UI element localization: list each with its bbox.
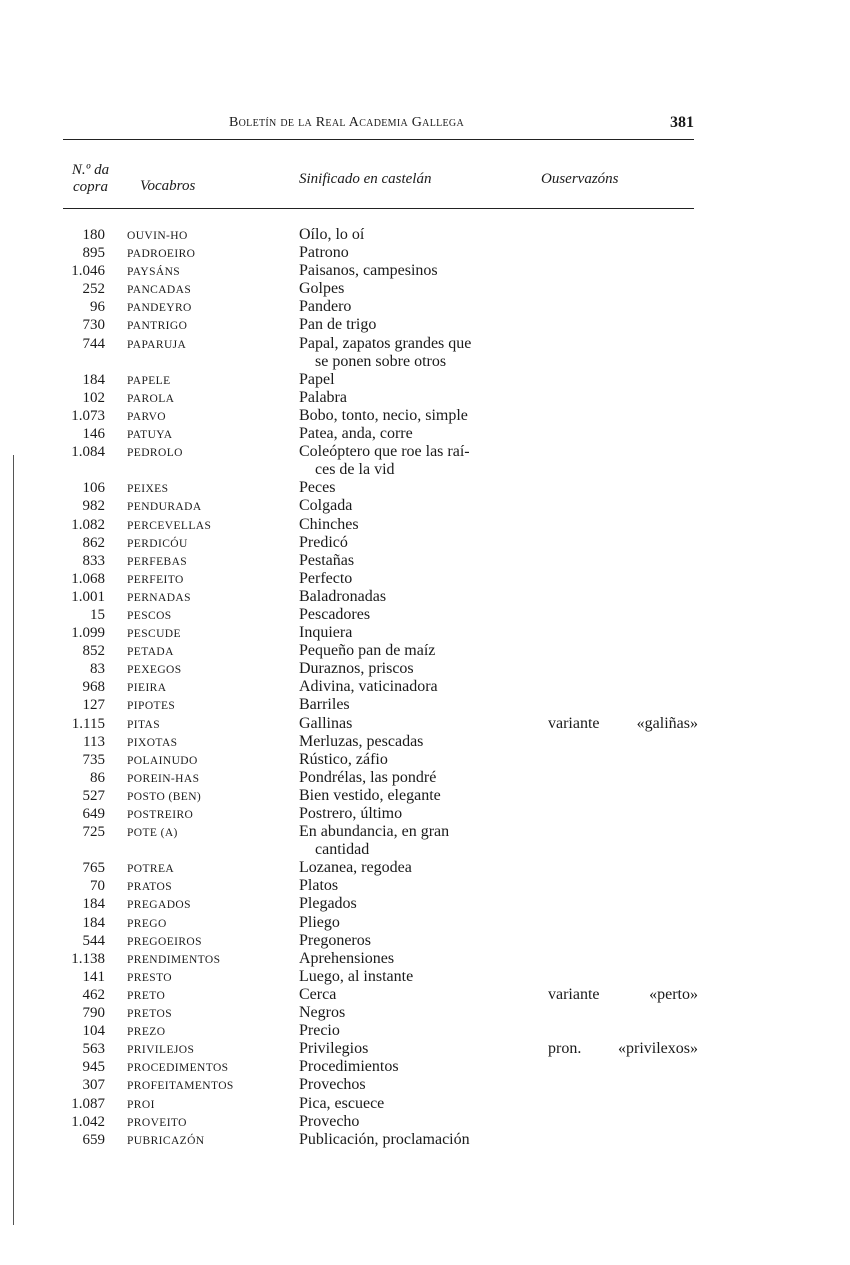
entry-number: 1.087 bbox=[71, 1095, 105, 1112]
scan-margin-line bbox=[13, 455, 14, 1225]
entry-word: PANCADAS bbox=[127, 284, 192, 297]
entry-word: POREIN-HAS bbox=[127, 772, 200, 785]
entry-meaning bbox=[299, 262, 531, 280]
entry-meaning bbox=[299, 1095, 531, 1113]
entry-number: 462 bbox=[82, 986, 105, 1003]
entry-meaning-line: Barriles bbox=[299, 696, 350, 714]
entry-meaning bbox=[299, 298, 531, 316]
entry-word: PREZO bbox=[127, 1026, 166, 1039]
entry-meaning-line: Bien vestido, elegante bbox=[299, 786, 441, 804]
entry-number: 852 bbox=[82, 643, 105, 660]
entry-meaning bbox=[299, 552, 531, 570]
table-row bbox=[0, 1131, 850, 1149]
entry-word: POTE (A) bbox=[127, 827, 178, 840]
entry-meaning bbox=[299, 606, 531, 624]
table-row bbox=[0, 1113, 850, 1131]
entry-word: PEDROLO bbox=[127, 447, 183, 460]
entry-meaning-line: Plegados bbox=[299, 895, 357, 913]
entry-meaning bbox=[299, 425, 531, 443]
table-row bbox=[0, 262, 850, 280]
entry-number: 1.115 bbox=[71, 715, 105, 732]
entry-word: PATUYA bbox=[127, 429, 173, 442]
entry-word: PROI bbox=[127, 1098, 155, 1111]
entry-word: PAPARUJA bbox=[127, 338, 187, 351]
table-row bbox=[0, 1058, 850, 1076]
entry-meaning-line: Patea, anda, corre bbox=[299, 425, 413, 443]
entry-meaning-line: Oílo, lo oí bbox=[299, 226, 365, 243]
entry-number: 945 bbox=[82, 1059, 105, 1076]
entry-meaning-line: Aprehensiones bbox=[299, 949, 395, 967]
table-row bbox=[0, 226, 850, 244]
entry-word: PETADA bbox=[127, 646, 174, 659]
table-row bbox=[0, 1040, 850, 1058]
entry-number: 307 bbox=[82, 1077, 105, 1094]
entry-meaning-line: Pregoneros bbox=[299, 931, 371, 949]
entry-meaning bbox=[299, 968, 531, 986]
entry-meaning bbox=[299, 371, 531, 389]
table-row bbox=[0, 335, 850, 371]
table-row bbox=[0, 678, 850, 696]
entry-word: PADROEIRO bbox=[127, 248, 196, 261]
entry-meaning-line: Golpes bbox=[299, 280, 345, 298]
entry-meaning bbox=[299, 443, 531, 479]
entry-meaning-line: Perfecto bbox=[299, 569, 353, 587]
entry-note: variante «perto» bbox=[548, 985, 698, 1003]
column-header-number bbox=[63, 162, 118, 196]
entry-meaning bbox=[299, 1076, 531, 1094]
header-rule bbox=[63, 139, 694, 140]
entry-meaning bbox=[299, 678, 531, 696]
entry-word: PERCEVELLAS bbox=[127, 519, 212, 532]
entry-number: 563 bbox=[82, 1041, 105, 1058]
entry-number: 725 bbox=[82, 824, 105, 841]
entry-word: PITAS bbox=[127, 718, 161, 731]
entry-meaning-line: Adivina, vaticinadora bbox=[299, 678, 438, 696]
entry-number: 862 bbox=[82, 534, 105, 551]
entry-meaning-line: Chinches bbox=[299, 515, 359, 533]
entry-meaning-line: se ponen sobre otros bbox=[315, 352, 447, 370]
entry-word: PROCEDIMENTOS bbox=[127, 1062, 229, 1075]
entry-meaning-line: Luego, al instante bbox=[299, 967, 414, 985]
entry-meaning bbox=[299, 516, 531, 534]
entry-word: PAPELE bbox=[127, 374, 171, 387]
entry-meaning bbox=[299, 624, 531, 642]
entry-meaning bbox=[299, 660, 531, 678]
entry-word: PROVEITO bbox=[127, 1116, 187, 1129]
page-number: 381 bbox=[670, 114, 694, 131]
entry-meaning-line: cantidad bbox=[315, 841, 370, 859]
entry-meaning-line: Pan de trigo bbox=[299, 316, 377, 334]
entry-number: 96 bbox=[90, 299, 105, 316]
entry-meaning bbox=[299, 1058, 531, 1076]
table-row bbox=[0, 715, 850, 733]
entry-meaning-line: Negros bbox=[299, 1004, 346, 1022]
entry-word: POSTREIRO bbox=[127, 809, 194, 821]
entry-number: 1.099 bbox=[71, 625, 105, 642]
entry-meaning-line: Duraznos, priscos bbox=[299, 660, 414, 678]
table-row bbox=[0, 751, 850, 769]
entry-meaning-line: Bobo, tonto, necio, simple bbox=[299, 406, 468, 424]
entry-number: 968 bbox=[82, 679, 105, 696]
table-row bbox=[0, 389, 850, 407]
entry-meaning-line: Privilegios bbox=[299, 1040, 369, 1058]
table-row bbox=[0, 1022, 850, 1040]
entry-word: PERFEBAS bbox=[127, 555, 188, 568]
entry-number: 104 bbox=[82, 1023, 105, 1040]
table-row bbox=[0, 950, 850, 968]
entry-word: OUVIN-HO bbox=[127, 230, 188, 242]
entry-number: 544 bbox=[82, 932, 105, 949]
table-row bbox=[0, 534, 850, 552]
entry-number: 895 bbox=[82, 245, 105, 262]
table-row bbox=[0, 624, 850, 642]
entry-word: PRENDIMENTOS bbox=[127, 953, 221, 966]
entry-number: 833 bbox=[82, 552, 105, 569]
entry-meaning bbox=[299, 1131, 531, 1149]
entry-number: 527 bbox=[82, 787, 105, 804]
entry-note: pron. «privilexos» bbox=[548, 1040, 698, 1058]
table-row bbox=[0, 642, 850, 660]
column-header-notes: Ouservazóns bbox=[541, 171, 619, 187]
entry-number: 1.001 bbox=[71, 588, 105, 605]
entry-number: 790 bbox=[82, 1005, 105, 1022]
entry-note: variante «galiñas» bbox=[548, 714, 698, 732]
column-header-number-line1: N.º da bbox=[71, 162, 110, 178]
table-row bbox=[0, 805, 850, 823]
table-row bbox=[0, 696, 850, 714]
entry-meaning-line: Coleóptero que roe las raí- bbox=[299, 443, 470, 461]
entry-meaning bbox=[299, 715, 531, 733]
entry-meaning bbox=[299, 244, 531, 262]
table-row bbox=[0, 877, 850, 895]
entry-number: 744 bbox=[82, 335, 105, 352]
table-row bbox=[0, 606, 850, 624]
entry-number: 184 bbox=[82, 371, 105, 388]
entry-number: 184 bbox=[82, 896, 105, 913]
entry-meaning-line: Papal, zapatos grandes que bbox=[299, 334, 472, 352]
entry-number: 146 bbox=[82, 426, 105, 443]
entry-meaning bbox=[299, 1004, 531, 1022]
entry-word: PREGADOS bbox=[127, 899, 191, 912]
entry-meaning-line: ces de la vid bbox=[315, 461, 395, 479]
entry-number: 113 bbox=[83, 733, 105, 750]
entry-word: PENDURADA bbox=[127, 501, 202, 514]
entry-word: PRETOS bbox=[127, 1008, 173, 1021]
table-row bbox=[0, 1004, 850, 1022]
entry-meaning bbox=[299, 769, 531, 787]
entry-meaning-line: Rústico, záfio bbox=[299, 750, 388, 768]
table-row bbox=[0, 407, 850, 425]
table-row bbox=[0, 552, 850, 570]
entry-word: PEXEGOS bbox=[127, 664, 182, 677]
entry-meaning bbox=[299, 570, 531, 588]
table-row bbox=[0, 371, 850, 389]
entry-number: 1.084 bbox=[71, 444, 105, 461]
table-row bbox=[0, 968, 850, 986]
entry-word: PAYSÁNS bbox=[127, 266, 181, 279]
entry-word: PAROLA bbox=[127, 392, 175, 405]
entry-word: POSTO (BEN) bbox=[127, 790, 202, 803]
entry-number: 1.138 bbox=[71, 950, 105, 967]
table-row bbox=[0, 769, 850, 787]
entry-number: 83 bbox=[90, 661, 105, 678]
entry-meaning bbox=[299, 280, 531, 298]
entry-meaning bbox=[299, 932, 531, 950]
entry-word: PREGOEIROS bbox=[127, 935, 202, 948]
entry-meaning-line: Precio bbox=[299, 1022, 340, 1040]
entry-number: 730 bbox=[82, 317, 105, 334]
entry-meaning-line: Postrero, último bbox=[299, 805, 403, 822]
entry-meaning bbox=[299, 534, 531, 552]
entry-word: PESCOS bbox=[127, 609, 172, 622]
entry-number: 127 bbox=[82, 697, 105, 714]
entry-meaning-line: Pescadores bbox=[299, 605, 371, 623]
entry-word: PIEIRA bbox=[127, 682, 167, 695]
entry-meaning-line: Pandero bbox=[299, 298, 352, 316]
entry-number: 184 bbox=[82, 914, 105, 931]
entry-meaning-line: Baladronadas bbox=[299, 587, 387, 605]
entry-meaning bbox=[299, 877, 531, 895]
entry-number: 252 bbox=[82, 281, 105, 298]
entry-meaning-line: Gallinas bbox=[299, 714, 353, 732]
entry-meaning bbox=[299, 1113, 531, 1131]
table-row bbox=[0, 497, 850, 515]
entry-number: 1.042 bbox=[71, 1113, 105, 1130]
entry-meaning bbox=[299, 479, 531, 497]
entry-meaning bbox=[299, 859, 531, 877]
entry-meaning bbox=[299, 497, 531, 515]
table-row bbox=[0, 298, 850, 316]
entry-meaning bbox=[299, 335, 531, 371]
table-row bbox=[0, 1076, 850, 1094]
entry-meaning bbox=[299, 226, 531, 244]
entry-word: PROFEITAMENTOS bbox=[127, 1080, 234, 1093]
table-row bbox=[0, 1095, 850, 1113]
entry-meaning-line: En abundancia, en gran bbox=[299, 823, 450, 841]
entry-meaning-line: Procedimientos bbox=[299, 1058, 399, 1076]
entry-meaning bbox=[299, 823, 531, 859]
table-row bbox=[0, 316, 850, 334]
table-row bbox=[0, 733, 850, 751]
entry-meaning-line: Pequeño pan de maíz bbox=[299, 642, 436, 660]
table-row bbox=[0, 859, 850, 877]
entry-meaning-line: Pestañas bbox=[299, 551, 355, 569]
entry-number: 659 bbox=[82, 1131, 105, 1148]
entry-meaning-line: Merluzas, pescadas bbox=[299, 732, 424, 750]
table-row bbox=[0, 895, 850, 913]
entry-meaning-line: Platos bbox=[299, 877, 339, 895]
entry-number: 1.073 bbox=[71, 407, 105, 424]
entry-meaning bbox=[299, 914, 531, 932]
entry-meaning bbox=[299, 696, 531, 714]
entry-meaning bbox=[299, 986, 531, 1004]
entry-meaning-line: Pliego bbox=[299, 913, 340, 931]
column-header-number-line2: copra bbox=[73, 179, 108, 195]
entry-word: PUBRICAZÓN bbox=[127, 1134, 205, 1147]
entry-word: PREGO bbox=[127, 917, 167, 930]
table-row bbox=[0, 588, 850, 606]
entry-meaning-line: Papel bbox=[299, 370, 335, 388]
entry-meaning bbox=[299, 407, 531, 425]
table-row bbox=[0, 787, 850, 805]
entry-number: 1.082 bbox=[71, 516, 105, 533]
glossary-table bbox=[0, 226, 850, 1149]
entry-meaning-line: Pica, escuece bbox=[299, 1094, 385, 1112]
entry-word: PIXOTAS bbox=[127, 736, 178, 749]
entry-meaning bbox=[299, 950, 531, 968]
table-row bbox=[0, 660, 850, 678]
entry-word: PARVO bbox=[127, 410, 167, 423]
entry-meaning bbox=[299, 895, 531, 913]
entry-meaning-line: Peces bbox=[299, 479, 336, 497]
entry-number: 180 bbox=[82, 227, 105, 243]
table-row bbox=[0, 986, 850, 1004]
entry-number: 141 bbox=[82, 968, 105, 985]
entry-number: 735 bbox=[82, 751, 105, 768]
table-row bbox=[0, 244, 850, 262]
entry-meaning bbox=[299, 1022, 531, 1040]
entry-meaning-line: Colgada bbox=[299, 497, 353, 515]
entry-word: PERNADAS bbox=[127, 591, 191, 604]
entry-word: PIPOTES bbox=[127, 700, 176, 713]
entry-word: PESCUDE bbox=[127, 628, 181, 641]
table-row bbox=[0, 443, 850, 479]
entry-meaning bbox=[299, 588, 531, 606]
entry-number: 1.046 bbox=[71, 263, 105, 280]
table-row bbox=[0, 425, 850, 443]
table-row bbox=[0, 570, 850, 588]
entry-number: 102 bbox=[82, 389, 105, 406]
entry-number: 982 bbox=[82, 498, 105, 515]
entry-meaning-line: Cerca bbox=[299, 985, 337, 1003]
entry-meaning-line: Inquiera bbox=[299, 624, 353, 642]
entry-meaning bbox=[299, 787, 531, 805]
entry-meaning bbox=[299, 805, 531, 823]
entry-number: 106 bbox=[82, 480, 105, 497]
entry-meaning bbox=[299, 751, 531, 769]
entry-word: PANTRIGO bbox=[127, 320, 188, 333]
table-row bbox=[0, 823, 850, 859]
entry-meaning-line: Lozanea, regodea bbox=[299, 859, 412, 877]
table-row bbox=[0, 932, 850, 950]
table-row bbox=[0, 280, 850, 298]
entry-meaning bbox=[299, 389, 531, 407]
entry-number: 649 bbox=[82, 806, 105, 822]
entry-meaning-line: Provechos bbox=[299, 1076, 366, 1094]
entry-word: PERDICÓU bbox=[127, 537, 188, 550]
table-row bbox=[0, 516, 850, 534]
entry-meaning-line: Patrono bbox=[299, 244, 349, 262]
running-title: Boletín de la Real Academia Gallega bbox=[229, 115, 464, 130]
entry-meaning bbox=[299, 733, 531, 751]
entry-number: 1.068 bbox=[71, 570, 105, 587]
table-row bbox=[0, 914, 850, 932]
entry-number: 86 bbox=[90, 769, 105, 786]
entry-meaning-line: Provecho bbox=[299, 1112, 360, 1130]
entry-meaning bbox=[299, 642, 531, 660]
entry-meaning-line: Pondrélas, las pondré bbox=[299, 768, 437, 786]
entry-word: PEIXES bbox=[127, 483, 169, 496]
table-row bbox=[0, 479, 850, 497]
entry-word: PANDEYRO bbox=[127, 302, 192, 315]
entry-meaning bbox=[299, 1040, 531, 1058]
entry-meaning-line: Paisanos, campesinos bbox=[299, 262, 438, 280]
entry-number: 15 bbox=[90, 606, 105, 623]
column-header-word: Vocabros bbox=[140, 178, 196, 194]
entry-meaning bbox=[299, 316, 531, 334]
table-header-rule bbox=[63, 208, 694, 209]
entry-word: POTREA bbox=[127, 863, 175, 876]
column-header-meaning: Sinificado en castelán bbox=[299, 171, 432, 187]
entry-meaning-line: Predicó bbox=[299, 533, 348, 551]
entry-number: 765 bbox=[82, 860, 105, 877]
entry-word: POLAINUDO bbox=[127, 754, 198, 767]
entry-meaning-line: Publicación, proclamación bbox=[299, 1130, 470, 1148]
entry-word: PRETO bbox=[127, 989, 166, 1002]
entry-word: PRESTO bbox=[127, 971, 173, 984]
entry-meaning-line: Palabra bbox=[299, 388, 347, 406]
entry-word: PERFEITO bbox=[127, 573, 184, 586]
entry-word: PRATOS bbox=[127, 881, 173, 894]
entry-number: 70 bbox=[90, 878, 105, 895]
entry-word: PRIVILEJOS bbox=[127, 1044, 195, 1057]
